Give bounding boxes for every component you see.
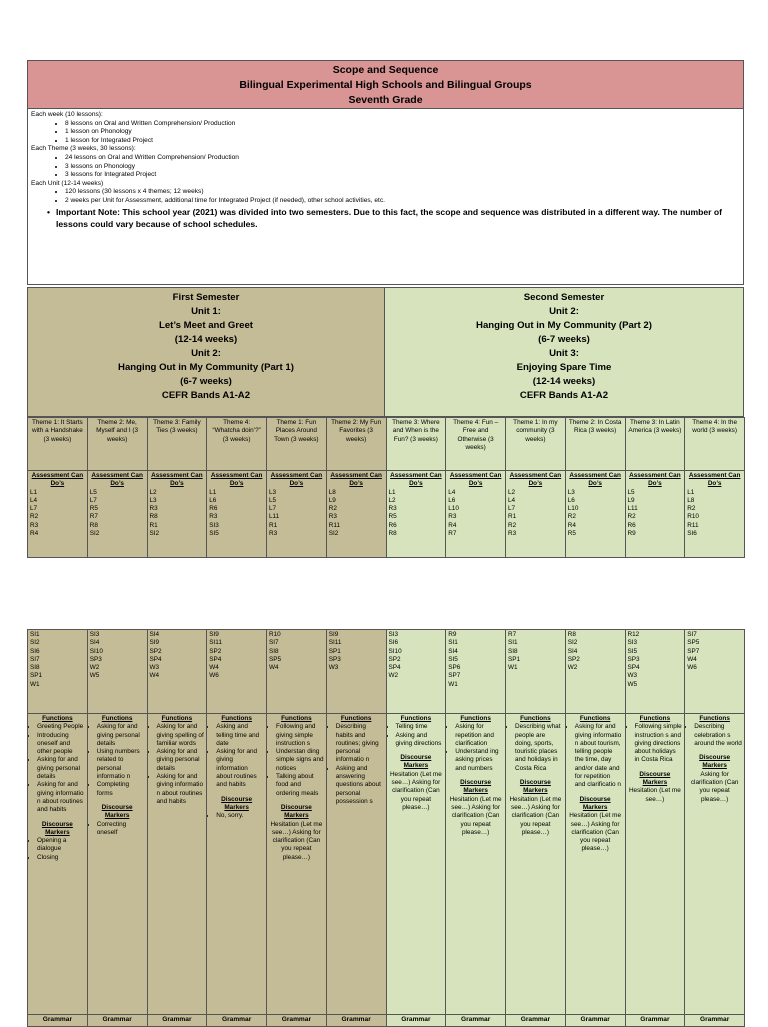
theme-row (28, 418, 745, 471)
unit-heading: Each Unit (12-14 weeks) (31, 179, 104, 187)
function-item: • Describing what people are doing, sports, touristic places and holidays in Costa Rica (515, 723, 563, 773)
theme-heading: Each Theme (3 weeks, 30 lessons): (31, 145, 136, 153)
theme-cell: Theme 4: Fun – Free and Otherwise (3 weeks) (446, 418, 506, 471)
functions-cell (87, 714, 147, 1015)
discourse-text: Hesitation (Let me see…) Asking for clarification (Can you repeat please…) (449, 795, 502, 836)
assessment-heading: Assessment Can Do’s (151, 472, 203, 488)
assessment-cell (506, 471, 566, 558)
function-item: • Understand ing asking prices and numbers (455, 748, 503, 773)
functions-list (628, 723, 683, 764)
can-do-codes-cell: R12 SI3 SI5 SP3 SP4 W3 W5 (625, 630, 685, 714)
theme-cell: Theme 1: In my community (3 weeks) (506, 418, 566, 471)
week-list (31, 120, 740, 146)
theme-cell: Theme 4: “Whatcha doin’?” (3 weeks) (207, 418, 267, 471)
grammar-cell: Grammar (565, 1015, 625, 1027)
sem2-line: CEFR Bands A1-A2 (519, 390, 609, 401)
theme-cell: Theme 2: My Fun Favorites (3 weeks) (326, 418, 386, 471)
function-item: • Asking and answering questions about personal possession s (336, 765, 384, 806)
can-do-codes-cell: R8 SI2 SI4 SP2 W2 (565, 630, 625, 714)
discourse-text: Hesitation (Let me see…) Asking for clarification (Can you repeat please…) (270, 820, 323, 861)
sem2-line: Unit 3: (549, 348, 579, 359)
functions-cell (506, 714, 566, 1015)
can-do-codes: L1 L2 R3 R5 R6 R8 (388, 488, 397, 538)
assessment-cell (87, 471, 147, 558)
can-do-codes-cell: R9 SI1 SI4 SI5 SP6 SP7 W1 (446, 630, 506, 714)
functions-heading: Functions (579, 715, 611, 722)
can-do-codes-cell: SI9 SI11 SP1 SP3 W3 (326, 630, 386, 714)
functions-heading: Functions (161, 715, 193, 722)
discourse-markers-heading: Discourse Markers (519, 779, 551, 795)
document-title-banner (27, 60, 744, 109)
functions-heading: Functions (281, 715, 312, 722)
assessment-heading: Assessment Can Do’s (91, 472, 143, 488)
list-item: • 24 lessons on Oral and Written Comprehension/ Production (65, 154, 740, 163)
assessment-cell (147, 471, 207, 558)
discourse-item: • Correcting oneself (97, 821, 145, 838)
title-line-3: Seventh Grade (348, 94, 423, 106)
function-item: • Describing celebration s around the world (694, 723, 742, 748)
function-item: • Asking and telling time and date (216, 723, 264, 748)
function-item: • Greeting People (37, 723, 85, 731)
unit-list (31, 188, 740, 205)
week-heading: Each week (10 lessons): (31, 111, 103, 118)
discourse-markers-heading: Discourse Markers (221, 795, 253, 811)
can-do-codes-cell: SI1 SI2 SI6 SI7 SI8 SP1 W1 (28, 630, 88, 714)
lesson-distribution-notes (27, 109, 744, 285)
can-do-codes-cell: R7 SI1 SI8 SP1 W1 (506, 630, 566, 714)
can-do-codes: L2 L4 L7 R1 R2 R3 (508, 488, 517, 538)
list-item: • 1 lesson for Integrated Project (65, 137, 740, 146)
functions-list (508, 723, 563, 773)
assessment-cell (446, 471, 506, 558)
continuation-table (27, 629, 745, 1027)
functions-list (448, 723, 503, 773)
discourse-markers-heading: Discourse Markers (579, 795, 611, 811)
discourse-list (209, 812, 264, 820)
assessment-heading: Assessment Can Do’s (569, 472, 621, 488)
discourse-markers-heading: Discourse Markers (460, 779, 492, 795)
functions-list (30, 723, 85, 814)
theme-list (31, 154, 740, 180)
functions-heading: Functions (699, 715, 730, 722)
sem1-line: (12-14 weeks) (174, 334, 238, 345)
discourse-markers-heading: Discourse Markers (639, 770, 671, 787)
discourse-item: • Opening a dialogue (37, 837, 85, 854)
can-do-codes-cell: SI9 SI11 SP2 SP4 W4 W6 (207, 630, 267, 714)
functions-list (90, 723, 145, 798)
functions-list (150, 723, 205, 806)
functions-list (269, 723, 324, 798)
discourse-text: Hesitation (Let me see…) Asking for clarification (Can you repeat please…) (509, 795, 562, 836)
sem1-line: CEFR Bands A1-A2 (161, 390, 251, 401)
sem2-line: Unit 2: (549, 306, 579, 317)
function-item: • Asking for and giving informatio n about routines and habits (157, 773, 205, 806)
assessment-heading: Assessment Can Do’s (31, 472, 84, 488)
functions-heading: Functions (460, 715, 491, 722)
theme-cell: Theme 1: Fun Places Around Town (3 weeks) (267, 418, 327, 471)
functions-list (687, 723, 742, 748)
important-note: • Important Note: This school year (2021) was divided into two semesters. Due to this fact, the scope and sequence was distributed in a different way. The number of lessons could vary because of school schedules. (31, 206, 740, 231)
assessment-cell (28, 471, 88, 558)
grammar-cell: Grammar (506, 1015, 566, 1027)
discourse-text: Asking for clarification (Can you repeat please…) (690, 770, 739, 803)
theme-cell: Theme 1: It Starts with a Handshake (3 weeks) (28, 418, 88, 471)
can-do-codes: L3 L5 L7 L11 R1 R3 (269, 488, 280, 538)
assessment-cell (386, 471, 446, 558)
grammar-cell: Grammar (386, 1015, 446, 1027)
functions-heading: Functions (42, 715, 73, 722)
can-do-codes: L2 L3 R3 R8 R1 SI2 (149, 488, 160, 538)
sem1-line: First Semester (172, 292, 240, 303)
assessment-heading: Assessment Can Do’s (509, 472, 562, 488)
sem1-line: (6-7 weeks) (180, 376, 232, 387)
theme-cell: Theme 3: Where and When is the Fun? (3 weeks) (386, 418, 446, 471)
title-line-1: Scope and Sequence (332, 64, 439, 76)
function-item: • Asking for and giving informatio n about routines and habits (37, 781, 85, 814)
assessment-heading: Assessment Can Do’s (210, 472, 263, 488)
discourse-markers-heading: Discourse Markers (400, 754, 432, 770)
function-item: • Completing forms (97, 781, 145, 798)
functions-cell (28, 714, 88, 1015)
sem1-line: Unit 2: (191, 348, 221, 359)
function-item: • Describing habits and routines; giving personal informatio n (336, 723, 384, 764)
first-semester-box (27, 287, 385, 417)
sem1-line: Let’s Meet and Greet (158, 320, 253, 331)
discourse-text: Hesitation (Let me see…) (628, 787, 681, 803)
functions-cell (326, 714, 386, 1015)
list-item: • 1 lesson on Phonology (65, 128, 740, 137)
functions-cell (625, 714, 685, 1015)
assessment-heading: Assessment Can Do’s (270, 472, 323, 488)
discourse-markers-heading: Discourse Markers (41, 820, 73, 836)
discourse-text: Hesitation (Let me see…) Asking for clarification (Can you repeat please…) (389, 770, 442, 811)
assessment-cell (685, 471, 745, 558)
discourse-markers-heading: Discourse Markers (101, 803, 133, 820)
grammar-cell: Grammar (267, 1015, 327, 1027)
title-line-2: Bilingual Experimental High Schools and Bilingual Groups (239, 79, 532, 91)
function-item: • Following and giving simple instruction s (276, 723, 324, 748)
list-item: • 120 lessons (30 lessons x 4 themes; 12 weeks) (65, 188, 740, 197)
functions-cell (207, 714, 267, 1015)
function-item: • Asking for and giving informatio n about tourism, telling people the time, day and/or date and for repetition and clarificatio n (575, 723, 623, 789)
second-semester-box (385, 287, 744, 417)
can-do-codes-cell: SI4 SI9 SP2 SP4 W3 W4 (147, 630, 207, 714)
themes-table (27, 417, 745, 558)
grammar-row (28, 1015, 745, 1027)
discourse-list (90, 821, 145, 838)
functions-cell (565, 714, 625, 1015)
can-do-codes: L1 L8 R2 R10 R11 SI6 (687, 488, 699, 538)
functions-cell (267, 714, 327, 1015)
functions-list (209, 723, 264, 789)
grammar-cell: Grammar (147, 1015, 207, 1027)
functions-heading: Functions (221, 715, 252, 722)
functions-cell (147, 714, 207, 1015)
grammar-cell: Grammar (625, 1015, 685, 1027)
function-item: • Asking for and giving information about routines and habits (216, 748, 264, 789)
functions-list (389, 723, 444, 748)
can-do-codes: L4 L6 L10 R3 R4 R7 (448, 488, 459, 538)
can-do-codes: L3 L6 L10 R2 R4 R5 (567, 488, 579, 538)
assessment-cell (326, 471, 386, 558)
functions-cell (386, 714, 446, 1015)
assessment-heading: Assessment Can Do’s (688, 472, 741, 488)
discourse-markers-heading: Discourse Markers (699, 754, 731, 770)
can-do-codes-cell: SI3 SI6 SI10 SP2 SP4 W2 (386, 630, 446, 714)
functions-heading: Functions (400, 715, 432, 722)
function-item: • Following simple instruction s and giving directions about holidays in Costa Rica (635, 723, 683, 764)
list-item: • 2 weeks per Unit for Assessment, additional time for Integrated Project (if needed), other school activities, etc. (65, 197, 740, 206)
sem2-line: Hanging Out in My Community (Part 2) (476, 320, 652, 331)
sem1-line: Unit 1: (191, 306, 221, 317)
theme-cell: Theme 2: Me, Myself and I (3 weeks) (87, 418, 147, 471)
function-item: • Asking for and giving personal details (157, 748, 205, 773)
can-do-codes: L5 L9 L11 R2 R6 R9 (627, 488, 638, 538)
assessment-cell (267, 471, 327, 558)
assessment-row (28, 471, 745, 558)
function-item: • Asking for and giving personal details (97, 723, 145, 748)
theme-cell: Theme 2: In Costa Rica (3 weeks) (565, 418, 625, 471)
assessment-heading: Assessment Can Do’s (390, 472, 442, 488)
can-do-codes: L5 L7 R5 R7 R8 SI2 (89, 488, 100, 538)
discourse-text: Hesitation (Let me see…) Asking for clarification (Can you repeat please…) (569, 812, 622, 853)
function-item: • Telling time (396, 723, 444, 731)
functions-cell (446, 714, 506, 1015)
functions-heading: Functions (520, 715, 551, 722)
assessment-cell (207, 471, 267, 558)
discourse-markers-heading: Discourse Markers (280, 803, 312, 820)
function-item: • Talking about food and ordering meals (276, 773, 324, 798)
function-item: • Introducing oneself and other people (37, 732, 85, 757)
grammar-cell: Grammar (28, 1015, 88, 1027)
function-item: • Asking and giving directions (396, 732, 444, 749)
grammar-cell: Grammar (207, 1015, 267, 1027)
functions-heading: Functions (101, 715, 133, 722)
theme-cell: Theme 4: In the world (3 weeks) (685, 418, 745, 471)
grammar-cell: Grammar (326, 1015, 386, 1027)
assessment-heading: Assessment Can Do’s (449, 472, 502, 488)
functions-list (568, 723, 623, 789)
can-do-codes: L1 L6 R6 R3 SI3 SI5 (209, 488, 219, 538)
assessment-continued-row (28, 630, 745, 714)
sem2-line: Enjoying Spare Time (516, 362, 612, 373)
functions-list (329, 723, 384, 806)
sem2-line: (6-7 weeks) (538, 334, 590, 345)
theme-cell: Theme 3: Family Ties (3 weeks) (147, 418, 207, 471)
discourse-list (30, 837, 85, 862)
discourse-item: • No, sorry. (216, 812, 264, 820)
functions-cell (685, 714, 745, 1015)
list-item: • 3 lessons on Phonology (65, 163, 740, 172)
sem2-line: Second Semester (523, 292, 605, 303)
assessment-heading: Assessment Can Do’s (629, 472, 681, 488)
list-item: • 3 lessons for Integrated Project (65, 171, 740, 180)
grammar-cell: Grammar (446, 1015, 506, 1027)
functions-row (28, 714, 745, 1015)
can-do-codes-cell: R10 SI7 SI8 SP5 W4 (267, 630, 327, 714)
discourse-item: • Closing (37, 854, 85, 862)
sem2-line: (12-14 weeks) (532, 376, 596, 387)
list-item: • 8 lessons on Oral and Written Comprehension/ Production (65, 120, 740, 129)
functions-heading: Functions (340, 715, 372, 722)
function-item: • Asking for repetition and clarification (455, 723, 503, 748)
sem1-line: Hanging Out in My Community (Part 1) (118, 362, 294, 373)
can-do-codes: L1 L4 L7 R2 R3 R4 (30, 488, 39, 538)
function-item: • Asking for and giving spelling of familiar words (157, 723, 205, 748)
function-item: • Understan ding simple signs and notices (276, 748, 324, 773)
can-do-codes-cell: SI7 SP5 SP7 W4 W6 (685, 630, 745, 714)
assessment-cell (625, 471, 685, 558)
theme-cell: Theme 3: In Latin America (3 weeks) (625, 418, 685, 471)
assessment-cell (565, 471, 625, 558)
assessment-heading: Assessment Can Do’s (330, 472, 382, 488)
grammar-cell: Grammar (685, 1015, 745, 1027)
function-item: • Using numbers related to personal informatio n (97, 748, 145, 781)
function-item: • Asking for and giving personal details (37, 756, 85, 781)
functions-heading: Functions (639, 715, 671, 722)
can-do-codes-cell: SI3 SI4 SI10 SP3 W2 W5 (87, 630, 147, 714)
can-do-codes: L8 L9 R2 R3 R11 SI2 (328, 488, 340, 538)
grammar-cell: Grammar (87, 1015, 147, 1027)
